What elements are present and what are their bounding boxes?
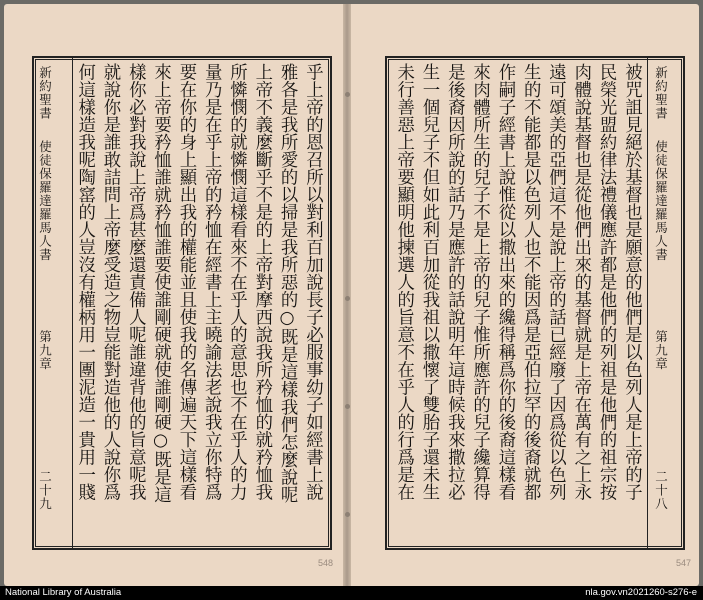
binding-hole — [345, 92, 350, 97]
text-column: 肉體說基督也是從他們出來的基督就是上帝在萬有之上永 — [570, 63, 591, 501]
right-running-title: 使徒保羅達羅馬人書 — [653, 140, 669, 262]
text-column: 樣你必對我說上帝爲甚麼還責備人呢誰違背他的旨意呢我 — [125, 63, 146, 501]
text-column: 所憐憫的就憐憫這樣看來不在乎人的意思也不在乎人的力 — [226, 63, 247, 501]
text-column: 遠可頌美的亞們這不是說上帝的話已經廢了因爲從以色列 — [545, 63, 566, 501]
text-column: 要在你的身上顯出我的權能並且使我的名傳遍天下這樣看 — [175, 63, 196, 501]
text-column: 被咒詛見絕於基督也是願意的他們是以色列人是上帝的子 — [621, 63, 642, 501]
item-identifier: nla.gov.vn2021260-s276-e — [585, 587, 697, 598]
text-column: 來上帝要矜恤誰就矜恤誰要使誰剛硬就使誰剛硬○既是這 — [150, 63, 171, 504]
text-column: 生一個兒子不但如此利百加從我祖以撒懷了雙胎子還未生 — [419, 63, 439, 501]
text-column: 民榮光盟約律法禮儀應許都是他們的列祖是他們的祖宗按 — [596, 63, 617, 501]
binding-hole — [345, 404, 350, 409]
binding-hole — [345, 296, 350, 301]
left-pencil-note: 548 — [318, 558, 334, 568]
right-chapter: 第九章 — [653, 330, 669, 371]
text-column: 來肉體所生的兒子不是上帝的兒子惟所應許的兒子纔算得 — [469, 63, 490, 501]
right-pencil-note: 547 — [676, 558, 692, 568]
text-column: 作嗣子經書上說惟從以撒出來的纔得稱爲你的後裔這樣看 — [494, 63, 515, 501]
left-chapter: 第九章 — [37, 330, 53, 371]
left-header-rule — [72, 58, 73, 548]
text-column: 生的不能都是以色列人也不能因爲是亞伯拉罕的後裔就都 — [520, 63, 541, 501]
left-page-number: 二十九 — [37, 470, 53, 511]
text-column: 是後裔因所說的話乃是應許的話說明年這時候我來撒拉必 — [444, 63, 465, 501]
text-column: 未行善惡上帝要顯明他揀選人的旨意不在乎人的行爲是在 — [393, 63, 414, 501]
right-header-rule — [647, 58, 648, 548]
archive-footer — [0, 586, 703, 600]
right-book-title: 新約聖書 — [653, 66, 669, 120]
left-running-title: 使徒保羅達羅馬人書 — [37, 140, 53, 262]
text-column: 量乃是在乎上帝的矜恤在經書上主曉諭法老說我立你特爲 — [201, 63, 222, 501]
text-column: 雅各是我所愛的以掃是我所惡的○既是這樣我們怎麼說呢 — [277, 63, 298, 504]
text-column: 上帝不義麼斷乎不是的上帝對摩西說我所矜恤的就矜恤我 — [251, 63, 272, 501]
text-column: 何這樣造我呢陶窰的人豈沒有權柄用一團泥造一貴用一賤 — [74, 63, 95, 501]
library-credit: National Library of Australia — [5, 587, 122, 598]
text-column: 就說你是誰敢詰問上帝麼受造之物豈能對造他的人說你爲 — [100, 63, 120, 501]
left-book-title: 新約聖書 — [37, 66, 53, 120]
binding-hole — [345, 512, 350, 517]
right-page-number: 二十八 — [653, 470, 669, 511]
text-column: 乎上帝的恩召所以對利百加說長子必服事幼子如經書上說 — [302, 63, 323, 501]
